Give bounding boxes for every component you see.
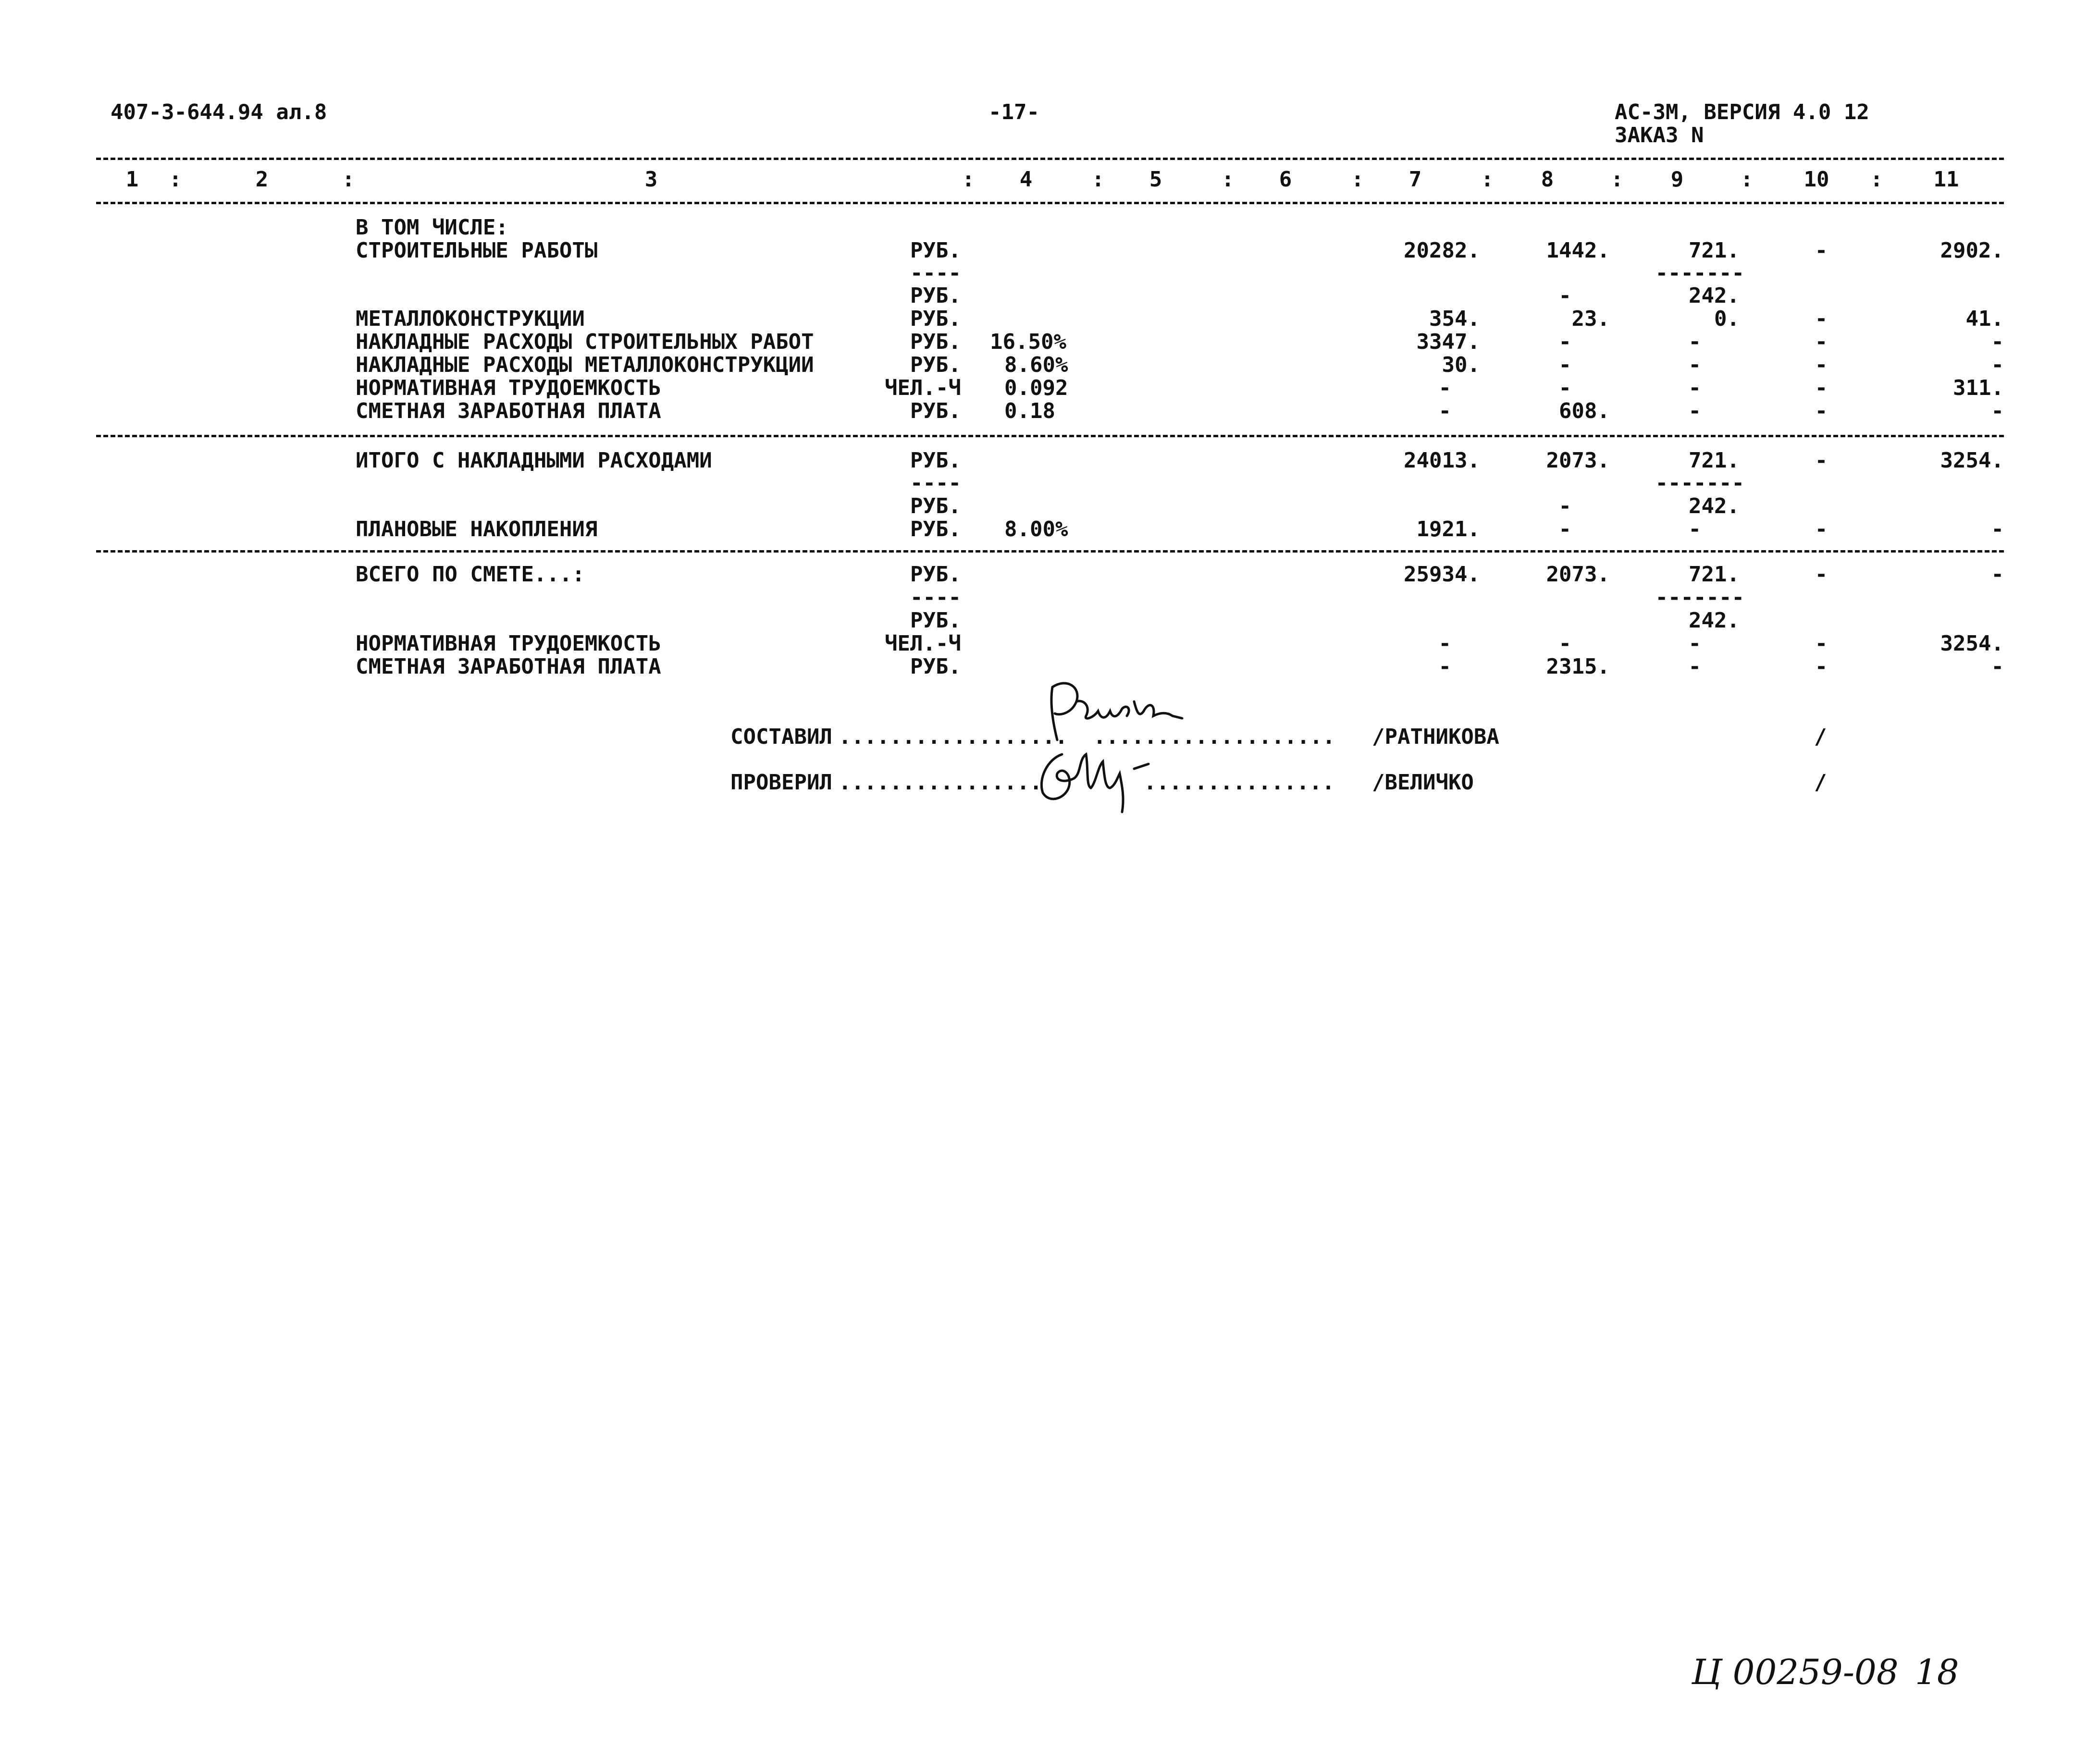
column-header-5: 5 <box>1149 167 1162 192</box>
unit-underline: ---- <box>910 471 961 495</box>
column-separator: : <box>1870 167 1883 192</box>
row-unit: РУБ. <box>910 399 961 423</box>
unit-underline: ---- <box>910 261 961 285</box>
cell-col8: 608. <box>1559 399 1610 423</box>
cell-col11: 311. <box>1953 376 2004 400</box>
signatory-name: /РАТНИКОВА <box>1372 725 1499 749</box>
signature-velichko <box>1028 740 1211 817</box>
cell-col9: 242. <box>1689 494 1740 518</box>
row-name: МЕТАЛЛОКОНСТРУКЦИИ <box>356 307 585 331</box>
order-number: ЗАКАЗ N <box>1615 123 1704 148</box>
row-unit: РУБ. <box>910 608 961 633</box>
cell-col7: 1921. <box>1416 517 1480 541</box>
row-name: НОРМАТИВНАЯ ТРУДОЕМКОСТЬ <box>356 376 661 400</box>
cell-col9: - <box>1688 517 1701 541</box>
cell-col11: - <box>1991 399 2004 423</box>
cell-col7: 24013. <box>1404 448 1480 473</box>
section-heading: В ТОМ ЧИСЛЕ: <box>356 215 508 240</box>
cell-col11: 3254. <box>1940 631 2004 656</box>
signature-dots: ................ <box>839 770 1042 795</box>
cell-col7: 20282. <box>1404 238 1480 263</box>
row-name: НАКЛАДНЫЕ РАСХОДЫ МЕТАЛЛОКОНСТРУКЦИИ <box>356 353 814 377</box>
header-bottom-rule <box>96 202 2004 204</box>
column-header-9: 9 <box>1670 167 1684 192</box>
cell-col11: - <box>1991 353 2004 377</box>
cell-col9: 721. <box>1689 562 1740 587</box>
cell-col7: - <box>1438 631 1451 656</box>
cell-col11: 2902. <box>1940 238 2004 263</box>
column-separator: : <box>962 167 975 192</box>
row-unit: РУБ. <box>910 654 961 679</box>
cell-col7: - <box>1438 376 1451 400</box>
column-header-10: 10 <box>1804 167 1829 192</box>
row-name: СМЕТНАЯ ЗАРАБОТНАЯ ПЛАТА <box>356 654 661 679</box>
signature-label: СОСТАВИЛ <box>730 725 832 749</box>
cell-col9: - <box>1688 654 1701 679</box>
program-version: АС-3М, ВЕРСИЯ 4.0 12 <box>1615 100 1869 124</box>
cell-col9: 242. <box>1689 608 1740 633</box>
cell-col11: - <box>1991 517 2004 541</box>
column-header-1: 1 <box>125 167 139 192</box>
cell-col7: - <box>1438 399 1451 423</box>
cell-col9: - <box>1688 631 1701 656</box>
cell-col9: - <box>1688 399 1701 423</box>
row-unit: РУБ. <box>910 330 961 354</box>
signature-dots: ............... <box>1144 770 1335 795</box>
column-separator: : <box>1091 167 1105 192</box>
cell-col8: 1442. <box>1546 238 1610 263</box>
cell-col10: - <box>1815 562 1828 587</box>
row-unit: РУБ. <box>910 517 961 541</box>
row-unit: РУБ. <box>910 307 961 331</box>
table-top-rule <box>96 158 2004 160</box>
column-header-6: 6 <box>1279 167 1292 192</box>
page-number: -17- <box>988 100 1039 124</box>
cell-col7: 25934. <box>1404 562 1480 587</box>
column-header-8: 8 <box>1541 167 1554 192</box>
cell-col9: 242. <box>1689 283 1740 308</box>
signature-dots: .................. <box>839 725 1068 749</box>
cell-col7: - <box>1438 654 1451 679</box>
cell-col10: - <box>1815 654 1828 679</box>
cell-col9: 721. <box>1689 238 1740 263</box>
cell-col9: - <box>1688 353 1701 377</box>
row-unit: РУБ. <box>910 283 961 308</box>
cell-col8: - <box>1558 283 1571 308</box>
signature-dots: ................... <box>1093 725 1335 749</box>
cell-col8: - <box>1558 376 1571 400</box>
signature-slash: / <box>1814 770 1827 795</box>
signature-label: ПРОВЕРИЛ <box>730 770 832 795</box>
cell-col10: - <box>1815 376 1828 400</box>
cell-col4: 0.18 <box>1004 399 1055 423</box>
cell-col9: 721. <box>1689 448 1740 473</box>
cell-col10: - <box>1815 238 1828 263</box>
cell-col8: - <box>1558 517 1571 541</box>
column-separator: : <box>1740 167 1754 192</box>
cell-col4: 0.092 <box>1004 376 1068 400</box>
cell-col8: - <box>1558 494 1571 518</box>
cell-col10: - <box>1815 631 1828 656</box>
column-header-4: 4 <box>1019 167 1033 192</box>
cell-col10: - <box>1815 353 1828 377</box>
cell-col4: 8.60% <box>1004 353 1068 377</box>
row-unit: ЧЕЛ.-Ч <box>885 376 961 400</box>
sum-underline: ------- <box>1655 471 1744 495</box>
cell-col7: 354. <box>1429 307 1480 331</box>
signature-slash: / <box>1814 725 1827 749</box>
cell-col8: - <box>1558 353 1571 377</box>
cell-col11: 41. <box>1965 307 2004 331</box>
sum-underline: ------- <box>1655 585 1744 610</box>
column-separator: : <box>1351 167 1364 192</box>
cell-col9: - <box>1688 330 1701 354</box>
cell-col7: 3347. <box>1416 330 1480 354</box>
cell-col4: 16.50% <box>990 330 1066 354</box>
row-unit: РУБ. <box>910 353 961 377</box>
row-unit: РУБ. <box>910 494 961 518</box>
cell-col9: 0. <box>1714 307 1740 331</box>
signature-ratnikova <box>1038 673 1211 750</box>
column-header-11: 11 <box>1933 167 1959 192</box>
row-unit: РУБ. <box>910 238 961 263</box>
cell-col11: 3254. <box>1940 448 2004 473</box>
row-unit: РУБ. <box>910 562 961 587</box>
cell-col8: 2073. <box>1546 448 1610 473</box>
cell-col8: - <box>1558 631 1571 656</box>
cell-col11: - <box>1991 654 2004 679</box>
row-name: НОРМАТИВНАЯ ТРУДОЕМКОСТЬ <box>356 631 661 656</box>
sum-underline: ------- <box>1655 261 1744 285</box>
row-name: ИТОГО С НАКЛАДНЫМИ РАСХОДАМИ <box>356 448 712 473</box>
section-rule <box>96 435 2004 437</box>
row-name: ПЛАНОВЫЕ НАКОПЛЕНИЯ <box>356 517 598 541</box>
cell-col11: - <box>1991 562 2004 587</box>
column-separator: : <box>169 167 182 192</box>
signatory-name: /ВЕЛИЧКО <box>1372 770 1474 795</box>
cell-col10: - <box>1815 448 1828 473</box>
row-unit: РУБ. <box>910 448 961 473</box>
row-name: ВСЕГО ПО СМЕТЕ...: <box>356 562 585 587</box>
document-code: 407-3-644.94 ал.8 <box>111 100 327 124</box>
row-name: НАКЛАДНЫЕ РАСХОДЫ СТРОИТЕЛЬНЫХ РАБОТ <box>356 330 814 354</box>
cell-col8: - <box>1558 330 1571 354</box>
cell-col8: 2315. <box>1546 654 1610 679</box>
column-separator: : <box>1610 167 1624 192</box>
cell-col9: - <box>1688 376 1701 400</box>
cell-col4: 8.00% <box>1004 517 1068 541</box>
column-header-7: 7 <box>1408 167 1422 192</box>
cell-col10: - <box>1815 517 1828 541</box>
cell-col11: - <box>1991 330 2004 354</box>
sheet-number: 18 <box>1915 1652 1959 1692</box>
row-name: СТРОИТЕЛЬНЫЕ РАБОТЫ <box>356 238 598 263</box>
cell-col8: 23. <box>1571 307 1610 331</box>
row-name: СМЕТНАЯ ЗАРАБОТНАЯ ПЛАТА <box>356 399 661 423</box>
cell-col7: 30. <box>1442 353 1480 377</box>
cell-col10: - <box>1815 399 1828 423</box>
cell-col8: 2073. <box>1546 562 1610 587</box>
column-separator: : <box>1221 167 1235 192</box>
column-header-3: 3 <box>644 167 658 192</box>
column-separator: : <box>342 167 355 192</box>
column-separator: : <box>1481 167 1494 192</box>
row-unit: ЧЕЛ.-Ч <box>885 631 961 656</box>
cell-col10: - <box>1815 330 1828 354</box>
unit-underline: ---- <box>910 585 961 610</box>
section-rule <box>96 550 2004 553</box>
archive-number: Ц 00259-08 <box>1692 1652 1899 1692</box>
cell-col10: - <box>1815 307 1828 331</box>
column-header-2: 2 <box>255 167 269 192</box>
